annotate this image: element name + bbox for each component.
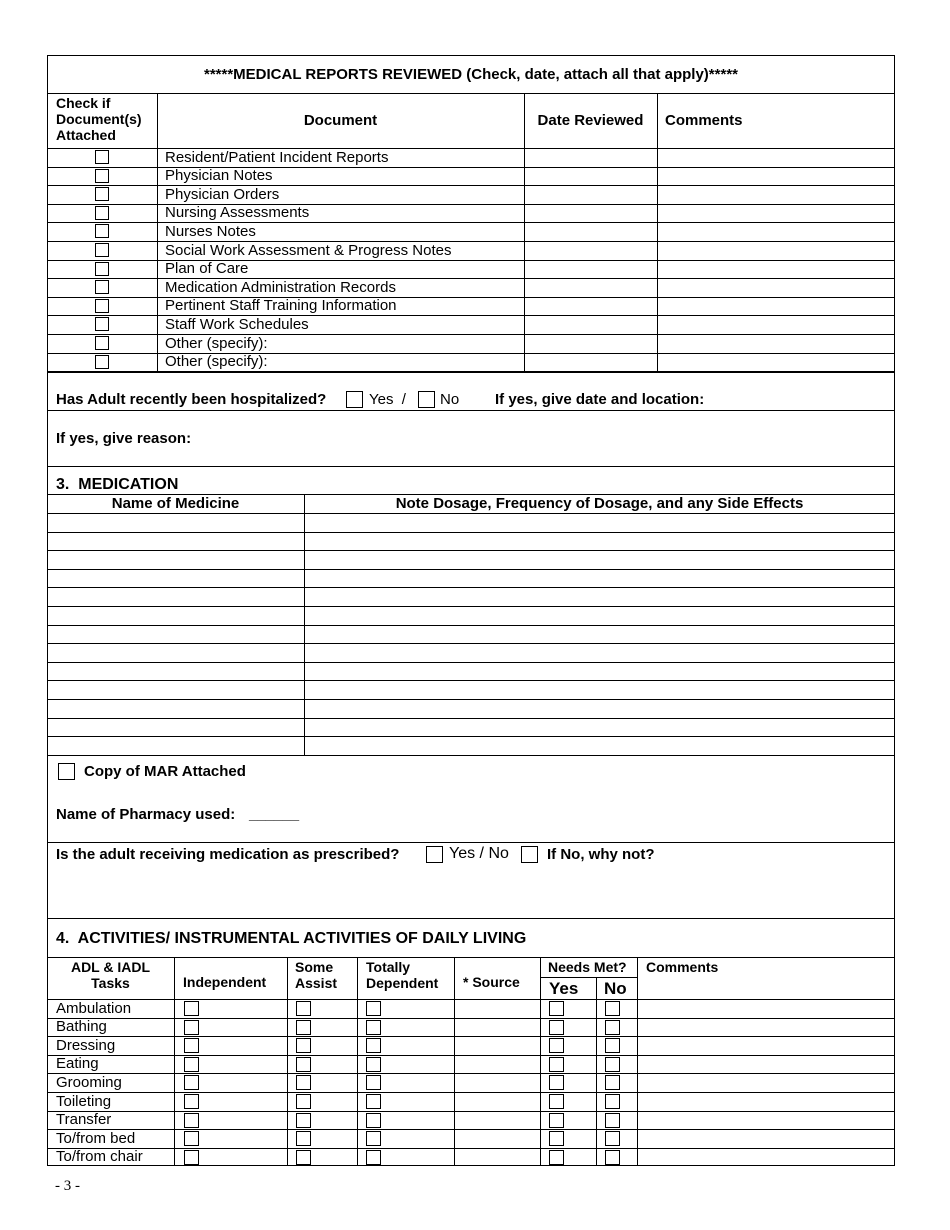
- totally-dependent-checkbox[interactable]: [366, 1001, 381, 1016]
- document-attached-checkbox[interactable]: [95, 355, 109, 369]
- col-adl-comments: Comments: [646, 959, 719, 975]
- independent-checkbox[interactable]: [184, 1150, 199, 1165]
- totally-dependent-checkbox[interactable]: [366, 1038, 381, 1053]
- needs-met-no-checkbox[interactable]: [605, 1001, 620, 1016]
- column-rule: [157, 93, 158, 371]
- document-label: Medication Administration Records: [165, 278, 396, 296]
- independent-checkbox[interactable]: [184, 1001, 199, 1016]
- adl-task-label: Grooming: [56, 1073, 122, 1091]
- document-label: Nursing Assessments: [165, 204, 310, 222]
- adl-task-label: Ambulation: [56, 999, 132, 1017]
- medication-row[interactable]: [47, 643, 895, 644]
- needs-met-no-checkbox[interactable]: [605, 1057, 620, 1072]
- column-rule: [657, 93, 658, 371]
- independent-checkbox[interactable]: [184, 1113, 199, 1128]
- adl-task-label: To/from chair: [56, 1148, 143, 1166]
- some-assist-checkbox[interactable]: [296, 1075, 311, 1090]
- needs-met-no-checkbox[interactable]: [605, 1113, 620, 1128]
- adl-task-label: Bathing: [56, 1018, 107, 1036]
- document-attached-checkbox[interactable]: [95, 187, 109, 201]
- needs-met-no-checkbox[interactable]: [605, 1094, 620, 1109]
- adl-task-label: Transfer: [56, 1111, 112, 1129]
- hospital-reason: If yes, give reason:: [56, 430, 192, 447]
- adl-task-label: Dressing: [56, 1036, 116, 1054]
- document-attached-checkbox[interactable]: [95, 206, 109, 220]
- medication-row[interactable]: [47, 532, 895, 533]
- independent-checkbox[interactable]: [184, 1075, 199, 1090]
- needs-met-yes-checkbox[interactable]: [549, 1131, 564, 1146]
- independent-checkbox[interactable]: [184, 1131, 199, 1146]
- col-source: * Source: [463, 974, 520, 990]
- totally-dependent-checkbox[interactable]: [366, 1020, 381, 1035]
- totally-dependent-checkbox[interactable]: [366, 1131, 381, 1146]
- page-number: - 3 -: [55, 1178, 80, 1194]
- needs-met-no-checkbox[interactable]: [605, 1020, 620, 1035]
- document-attached-checkbox[interactable]: [95, 150, 109, 164]
- prescribed-no-checkbox[interactable]: [521, 846, 538, 863]
- col-some-assist: Some Assist: [295, 959, 338, 991]
- medication-row[interactable]: [47, 587, 895, 588]
- document-label: Other (specify):: [165, 334, 268, 352]
- independent-checkbox[interactable]: [184, 1057, 199, 1072]
- col-medicine-note: Note Dosage, Frequency of Dosage, and any Side Effects: [395, 495, 804, 512]
- medication-row[interactable]: [47, 680, 895, 681]
- hospital-if-yes: If yes, give date and location:: [495, 391, 705, 408]
- document-label: Other (specify):: [165, 353, 268, 371]
- hospital-yes-label: Yes /: [369, 391, 406, 408]
- reports-title: *****MEDICAL REPORTS REVIEWED (Check, date, attach all that apply)*****: [203, 66, 738, 83]
- independent-checkbox[interactable]: [184, 1020, 199, 1035]
- prescribed-yes-checkbox[interactable]: [426, 846, 443, 863]
- mar-checkbox[interactable]: [58, 763, 75, 780]
- document-label: Nurses Notes: [165, 222, 256, 240]
- independent-checkbox[interactable]: [184, 1094, 199, 1109]
- medication-heading: 3. MEDICATION: [56, 476, 179, 493]
- totally-dependent-checkbox[interactable]: [366, 1150, 381, 1165]
- some-assist-checkbox[interactable]: [296, 1038, 311, 1053]
- if-no-label: If No, why not?: [547, 846, 655, 863]
- document-attached-checkbox[interactable]: [95, 262, 109, 276]
- medication-row[interactable]: [47, 718, 895, 719]
- needs-met-yes-checkbox[interactable]: [549, 1094, 564, 1109]
- some-assist-checkbox[interactable]: [296, 1150, 311, 1165]
- needs-met-no-checkbox[interactable]: [605, 1075, 620, 1090]
- some-assist-checkbox[interactable]: [296, 1113, 311, 1128]
- needs-met-yes-checkbox[interactable]: [549, 1075, 564, 1090]
- document-attached-checkbox[interactable]: [95, 243, 109, 257]
- needs-met-yes-checkbox[interactable]: [549, 1150, 564, 1165]
- document-attached-checkbox[interactable]: [95, 280, 109, 294]
- pharmacy-input[interactable]: ______: [249, 806, 300, 823]
- medication-row[interactable]: [47, 662, 895, 663]
- adl-task-label: Toileting: [56, 1092, 112, 1110]
- some-assist-checkbox[interactable]: [296, 1057, 311, 1072]
- col-totally-dependent: Totally Dependent: [366, 959, 439, 991]
- some-assist-checkbox[interactable]: [296, 1131, 311, 1146]
- needs-met-yes-checkbox[interactable]: [549, 1057, 564, 1072]
- document-attached-checkbox[interactable]: [95, 299, 109, 313]
- col-check-header: Check if Document(s) Attached: [56, 95, 142, 143]
- medication-row[interactable]: [47, 606, 895, 607]
- needs-met-yes-checkbox[interactable]: [549, 1001, 564, 1016]
- prescribed-question: Is the adult receiving medication as prescribed?: [56, 846, 400, 863]
- some-assist-checkbox[interactable]: [296, 1020, 311, 1035]
- document-label: Resident/Patient Incident Reports: [165, 148, 389, 166]
- medication-row[interactable]: [47, 736, 895, 737]
- mar-label: Copy of MAR Attached: [84, 763, 246, 780]
- document-label: Physician Notes: [165, 167, 273, 185]
- adl-task-label: Eating: [56, 1055, 99, 1073]
- document-attached-checkbox[interactable]: [95, 169, 109, 183]
- col-date-header: Date Reviewed: [537, 112, 644, 129]
- document-label: Social Work Assessment & Progress Notes: [165, 241, 452, 259]
- hospital-question: Has Adult recently been hospitalized?: [56, 391, 327, 408]
- col-needs-met: Needs Met?: [548, 959, 627, 975]
- document-label: Plan of Care: [165, 260, 249, 278]
- totally-dependent-checkbox[interactable]: [366, 1057, 381, 1072]
- pharmacy-label: Name of Pharmacy used:: [56, 806, 236, 823]
- needs-met-yes-checkbox[interactable]: [549, 1113, 564, 1128]
- col-comments-header: Comments: [665, 112, 743, 129]
- column-rule: [524, 93, 525, 371]
- medication-row[interactable]: [47, 550, 895, 551]
- medication-row[interactable]: [47, 513, 895, 514]
- adl-task-label: To/from bed: [56, 1129, 136, 1147]
- document-label: Physician Orders: [165, 185, 280, 203]
- prescribed-options: Yes / No: [449, 845, 509, 862]
- needs-met-no-checkbox[interactable]: [605, 1150, 620, 1165]
- col-medicine-name: Name of Medicine: [111, 495, 240, 512]
- col-no: No: [604, 979, 627, 998]
- hospital-yes-checkbox[interactable]: [346, 391, 363, 408]
- some-assist-checkbox[interactable]: [296, 1001, 311, 1016]
- col-yes: Yes: [549, 979, 579, 998]
- document-attached-checkbox[interactable]: [95, 317, 109, 331]
- totally-dependent-checkbox[interactable]: [366, 1113, 381, 1128]
- independent-checkbox[interactable]: [184, 1038, 199, 1053]
- adl-heading: 4. ACTIVITIES/ INSTRUMENTAL ACTIVITIES OF DAILY LIVING: [56, 930, 527, 947]
- col-independent: Independent: [183, 974, 267, 990]
- totally-dependent-checkbox[interactable]: [366, 1075, 381, 1090]
- hospital-no-label: No: [440, 391, 460, 408]
- totally-dependent-checkbox[interactable]: [366, 1094, 381, 1109]
- needs-met-no-checkbox[interactable]: [605, 1131, 620, 1146]
- needs-met-no-checkbox[interactable]: [605, 1038, 620, 1053]
- document-label: Staff Work Schedules: [165, 315, 309, 333]
- medication-row[interactable]: [47, 569, 895, 570]
- needs-met-yes-checkbox[interactable]: [549, 1038, 564, 1053]
- needs-met-yes-checkbox[interactable]: [549, 1020, 564, 1035]
- hospital-no-checkbox[interactable]: [418, 391, 435, 408]
- document-attached-checkbox[interactable]: [95, 336, 109, 350]
- document-attached-checkbox[interactable]: [95, 224, 109, 238]
- document-label: Pertinent Staff Training Information: [165, 297, 397, 315]
- some-assist-checkbox[interactable]: [296, 1094, 311, 1109]
- medication-row[interactable]: [47, 625, 895, 626]
- col-adl-tasks: ADL & IADL Tasks: [70, 959, 151, 991]
- col-document-header: Document: [303, 112, 378, 129]
- medication-row[interactable]: [47, 699, 895, 700]
